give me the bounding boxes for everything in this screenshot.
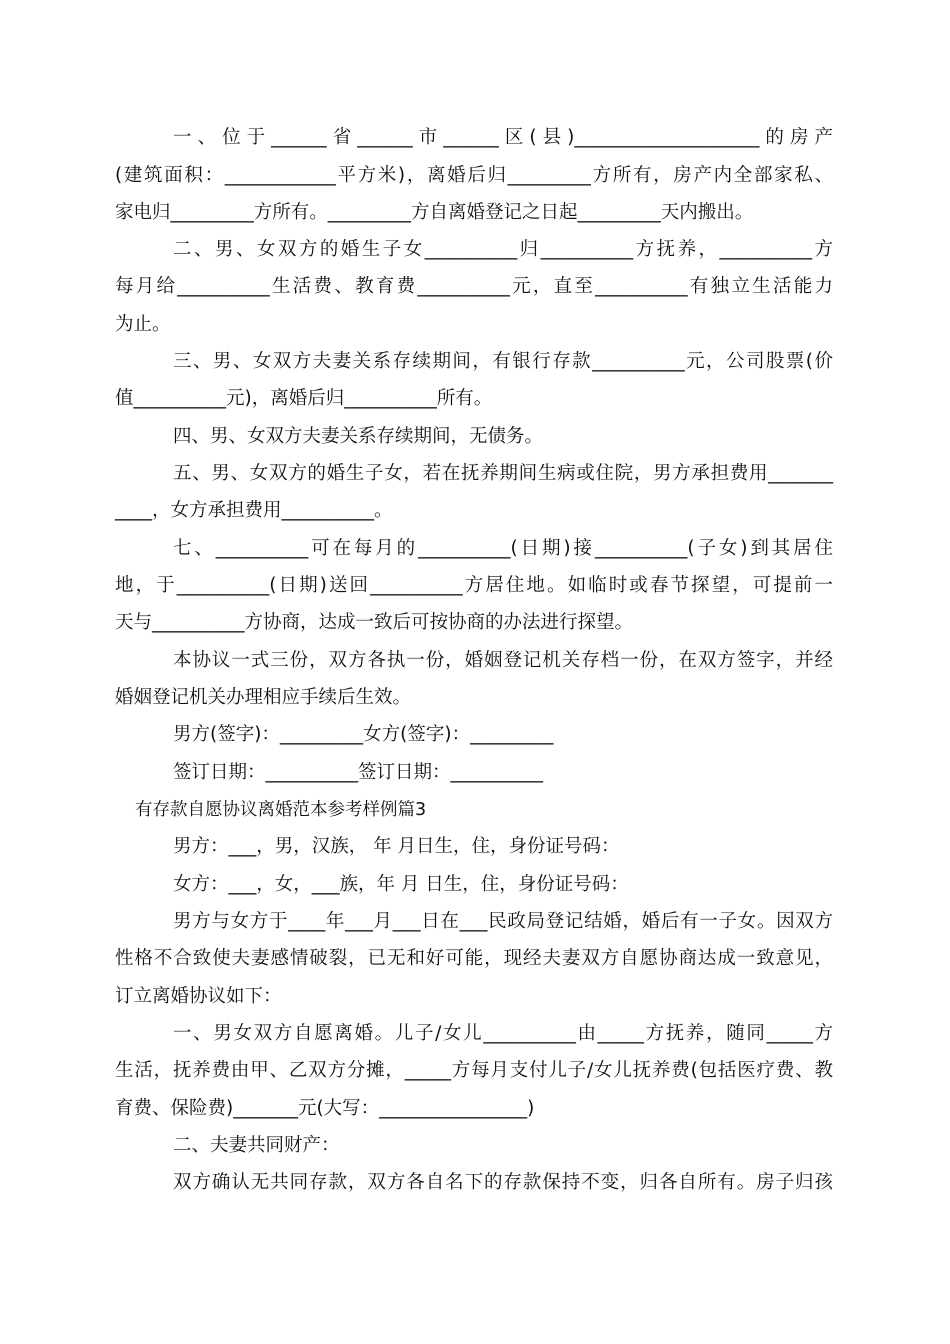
signature-line: 男方(签字)：_________女方(签字)：_________ bbox=[173, 724, 554, 745]
text-line: 性格不合致使夫妻感情破裂，已无和好可能，现经夫妻双方自愿协商达成一致意见， bbox=[115, 948, 833, 969]
text-line: 二、男、女双方的婚生子女__________归__________方抚养，__________方 bbox=[173, 239, 833, 260]
text-line: 本协议一式三份，双方各执一份，婚姻登记机关存档一份，在双方签字，并经 bbox=[173, 650, 833, 671]
text-line: ____，女方承担费用__________。 bbox=[115, 500, 393, 521]
text-line: 女方：___，女，___族，年 月 日生，住，身份证号码： bbox=[173, 874, 629, 895]
text-line: (建筑面积：____________平方米)，离婚后归_________方所有，房产内全部家私、 bbox=[115, 165, 833, 186]
text-line: 地，于__________(日期)送回__________方居住地。如临时或春节探望，可提前一 bbox=[115, 575, 833, 596]
text-line: 五、男、女双方的婚生子女，若在抚养期间生病或住院，男方承担费用_______ bbox=[173, 463, 833, 484]
text-line: 婚姻登记机关办理相应手续后生效。 bbox=[115, 687, 412, 708]
text-line: 生活，抚养费由甲、乙双方分摊，_____方每月支付儿子/女儿抚养费(包括医疗费、教 bbox=[115, 1060, 833, 1081]
text-line: 一、男女双方自愿离婚。儿子/女儿__________由_____方抚养，随同_____方 bbox=[173, 1023, 833, 1044]
text-line: 双方确认无共同存款，双方各自名下的存款保持不变，归各自所有。房子归孩 bbox=[173, 1172, 833, 1193]
text-line: 天与__________方协商，达成一致后可按协商的办法进行探望。 bbox=[115, 612, 634, 633]
section-heading: 有存款自愿协议离婚范本参考样例篇3 bbox=[135, 800, 427, 820]
text-line: 值__________元)，离婚后归__________所有。 bbox=[115, 388, 493, 409]
text-line: 一、位于______省______市______区(县)____________________的房产 bbox=[173, 127, 833, 148]
text-line: 男方：___，男，汉族， 年 月日生，住，身份证号码： bbox=[173, 836, 620, 857]
text-line: 订立离婚协议如下： bbox=[115, 986, 282, 1007]
text-line: 四、男、女双方夫妻关系存续期间，无债务。 bbox=[173, 426, 544, 447]
text-line: 育费、保险费)_______元(大写：________________) bbox=[115, 1098, 535, 1119]
text-line: 家电归_________方所有。_________方自离婚登记之日起_________天内搬出。 bbox=[115, 202, 754, 223]
signing-date-line: 签订日期：__________签订日期：__________ bbox=[173, 762, 544, 783]
text-line: 七、__________可在每月的__________(日期)接__________(子女)到其居住 bbox=[173, 538, 833, 559]
text-line: 每月给__________生活费、教育费__________元，直至__________有独立生活能力 bbox=[115, 276, 833, 297]
text-line: 三、男、女双方夫妻关系存续期间，有银行存款__________元，公司股票(价 bbox=[173, 351, 833, 372]
text-line: 男方与女方于____年___月___日在___民政局登记结婚，婚后有一子女。因双方 bbox=[173, 911, 833, 932]
text-line: 二、夫妻共同财产： bbox=[173, 1135, 340, 1156]
text-line: 为止。 bbox=[115, 314, 171, 335]
